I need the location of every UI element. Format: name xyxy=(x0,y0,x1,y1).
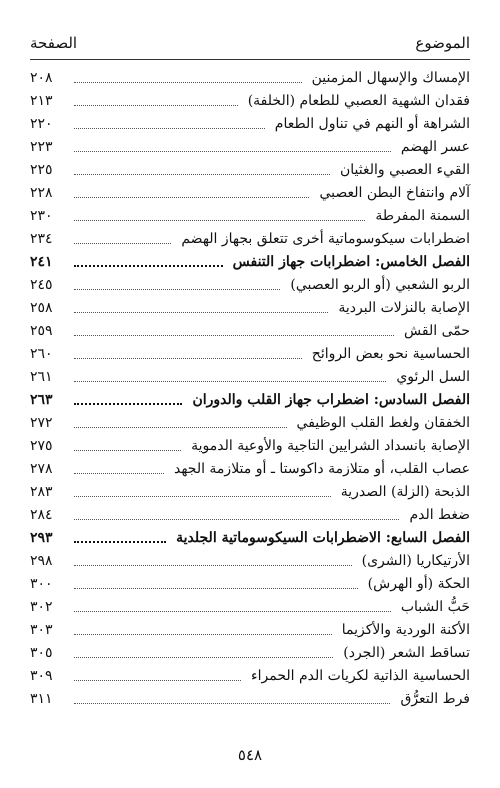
toc-entry-title: حمّى القش xyxy=(404,323,470,339)
toc-entry-title: الخفقان ولغط القلب الوظيفي xyxy=(296,415,470,431)
toc-entry xyxy=(30,274,470,297)
dot-leader xyxy=(74,656,333,658)
dot-leader xyxy=(74,610,391,612)
toc-entry xyxy=(30,458,470,481)
toc-entry xyxy=(30,665,470,688)
toc-entry-title: الحكة (أو الهرش) xyxy=(367,576,470,592)
toc-entry-title: اضطرابات سيكوسوماتية أخرى تتعلق بجهاز الهضم xyxy=(181,231,470,247)
dot-leader xyxy=(74,449,181,451)
dot-leader xyxy=(74,380,386,382)
dot-leader xyxy=(74,702,390,704)
toc-entry-title: الفصل السابع: الاضطرابات السيكوسوماتية الجلدية xyxy=(176,530,470,546)
dot-leader xyxy=(74,495,331,497)
toc-entry-page: ٣١١ xyxy=(30,691,53,707)
toc-entry-title: الفصل الخامس: اضطرابات جهاز التنفس xyxy=(232,254,470,270)
toc-entry-page: ٢٥٩ xyxy=(30,323,53,339)
toc-entry-page: ٢٧٢ xyxy=(30,415,53,431)
toc-entry-title: ضغط الدم xyxy=(409,507,470,523)
toc-entry-page: ٢٤١ xyxy=(30,254,53,270)
toc-entry xyxy=(30,67,470,90)
toc-entry xyxy=(30,90,470,113)
toc-entry xyxy=(30,159,470,182)
toc-entry xyxy=(30,113,470,136)
toc-entry-title: الإصابة بانسداد الشرايين التاجية والأوعية الدموية xyxy=(191,438,470,454)
toc-entry-page: ٢٨٣ xyxy=(30,484,53,500)
toc-entry-title: السل الرئوي xyxy=(396,369,470,385)
table-of-contents xyxy=(30,67,470,711)
toc-entry-page: ٢٣٤ xyxy=(30,231,53,247)
dot-leader xyxy=(74,402,182,405)
dot-leader xyxy=(74,264,223,267)
dot-leader xyxy=(74,679,241,681)
toc-entry xyxy=(30,481,470,504)
toc-entry-title: الذبحة (الزلة) الصدرية xyxy=(340,484,470,500)
toc-entry-page: ٣٠٠ xyxy=(30,576,53,592)
toc-entry-title: الربو الشعبي (أو الربو العصبي) xyxy=(290,277,470,293)
toc-entry-page: ٢٨٤ xyxy=(30,507,53,523)
toc-entry xyxy=(30,297,470,320)
dot-leader xyxy=(74,357,302,359)
toc-entry-page: ٢٩٣ xyxy=(30,530,53,546)
toc-entry-page: ٢٢٥ xyxy=(30,162,53,178)
dot-leader xyxy=(74,104,238,106)
toc-entry-title: الإمساك والإسهال المزمنين xyxy=(311,70,470,86)
toc-entry-page: ٢٦١ xyxy=(30,369,53,385)
dot-leader xyxy=(74,564,352,566)
toc-entry-page: ٢٥٨ xyxy=(30,300,53,316)
dot-leader xyxy=(74,196,309,198)
toc-chapter-heading xyxy=(30,251,470,274)
dot-leader xyxy=(74,288,280,290)
toc-entry xyxy=(30,366,470,389)
toc-entry-page: ٣٠٥ xyxy=(30,645,53,661)
toc-entry xyxy=(30,228,470,251)
toc-chapter-heading xyxy=(30,527,470,550)
toc-entry xyxy=(30,343,470,366)
toc-entry-page: ٢٢٨ xyxy=(30,185,53,201)
toc-entry-title: الفصل السادس: اضطراب جهاز القلب والدوران xyxy=(192,392,470,408)
toc-entry-title: تساقط الشعر (الجرد) xyxy=(343,645,470,661)
dot-leader xyxy=(74,127,265,129)
toc-entry xyxy=(30,136,470,159)
dot-leader xyxy=(74,150,391,152)
toc-entry-title: السمنة المفرطة xyxy=(375,208,470,224)
dot-leader xyxy=(74,587,358,589)
toc-entry-page: ٢٣٠ xyxy=(30,208,53,224)
dot-leader xyxy=(74,334,394,336)
toc-entry-page: ٣٠٣ xyxy=(30,622,53,638)
toc-entry-title: الحساسية الذاتية لكريات الدم الحمراء xyxy=(251,668,470,684)
topic-column-label: الموضوع xyxy=(415,34,470,52)
toc-entry-page: ٢٧٨ xyxy=(30,461,53,477)
toc-entry-title: الأكنة الوردية والأكزيما xyxy=(341,622,470,638)
toc-entry xyxy=(30,435,470,458)
dot-leader xyxy=(74,81,302,83)
toc-entry xyxy=(30,688,470,711)
toc-entry-title: الحساسية نحو بعض الروائح xyxy=(311,346,470,362)
toc-entry-page: ٢١٣ xyxy=(30,93,53,109)
toc-entry xyxy=(30,320,470,343)
toc-entry-title: الشراهة أو النهم في تناول الطعام xyxy=(274,116,470,132)
dot-leader xyxy=(74,518,399,520)
dot-leader xyxy=(74,311,328,313)
toc-entry-page: ٢٦٣ xyxy=(30,392,53,408)
page-column-label: الصفحة xyxy=(30,34,78,52)
toc-entry xyxy=(30,504,470,527)
page-header xyxy=(30,22,470,52)
toc-entry xyxy=(30,205,470,228)
page-number: ٥٤٨ xyxy=(237,746,263,764)
toc-entry-title: الأرتيكاريا (الشرى) xyxy=(361,553,470,569)
toc-entry-page: ٢٧٥ xyxy=(30,438,53,454)
dot-leader xyxy=(74,633,332,635)
toc-entry-page: ٢٤٥ xyxy=(30,277,53,293)
toc-entry-page: ٢٢٠ xyxy=(30,116,53,132)
toc-entry-page: ٢٢٣ xyxy=(30,139,53,155)
toc-entry-page: ٣٠٢ xyxy=(30,599,53,615)
toc-entry-title: فقدان الشهية العصبي للطعام (الخلفة) xyxy=(247,93,470,109)
dot-leader xyxy=(74,219,365,221)
toc-entry-title: القيء العصبي والغثيان xyxy=(340,162,470,178)
toc-entry-page: ٢٦٠ xyxy=(30,346,53,362)
header-rule xyxy=(30,59,470,60)
dot-leader xyxy=(74,173,330,175)
toc-entry-title: عسر الهضم xyxy=(400,139,470,155)
dot-leader xyxy=(74,540,166,543)
toc-entry-title: فرط التعرُّق xyxy=(400,691,470,707)
toc-entry-title: عصاب القلب، أو متلازمة داكوستا ـ أو متلازمة الجهد xyxy=(173,461,470,477)
toc-entry xyxy=(30,619,470,642)
toc-chapter-heading xyxy=(30,389,470,412)
toc-entry-page: ٢٠٨ xyxy=(30,70,53,86)
toc-entry xyxy=(30,182,470,205)
toc-entry-page: ٢٩٨ xyxy=(30,553,53,569)
dot-leader xyxy=(74,472,164,474)
toc-entry-title: الإصابة بالنزلات البردية xyxy=(338,300,470,316)
toc-entry xyxy=(30,642,470,665)
toc-entry xyxy=(30,412,470,435)
toc-entry-page: ٣٠٩ xyxy=(30,668,53,684)
toc-entry-title: حَبُّ الشباب xyxy=(400,599,470,615)
toc-entry xyxy=(30,573,470,596)
dot-leader xyxy=(74,242,171,244)
toc-entry xyxy=(30,596,470,619)
toc-entry-title: آلام وانتفاخ البطن العصبي xyxy=(319,185,470,201)
dot-leader xyxy=(74,426,287,428)
toc-entry xyxy=(30,550,470,573)
